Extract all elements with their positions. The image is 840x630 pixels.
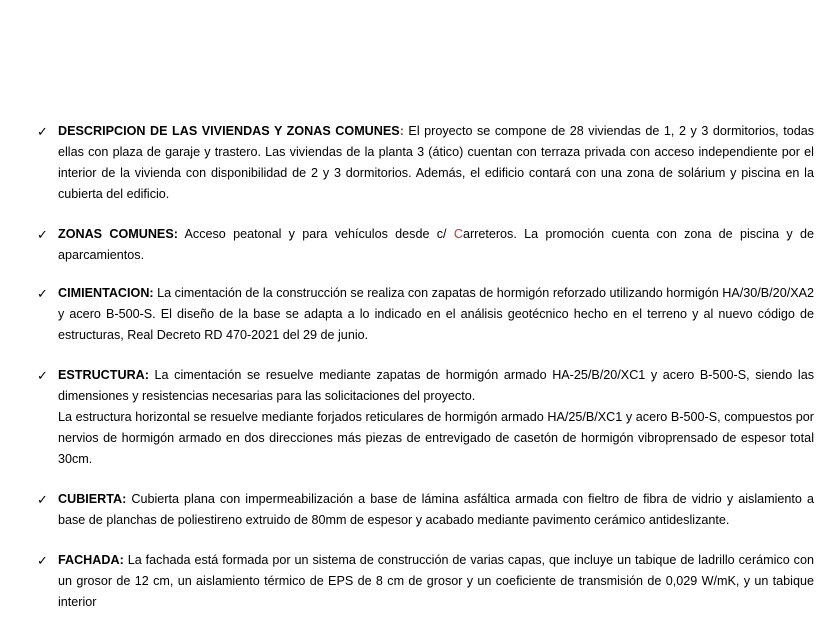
- item-heading: DESCRIPCION DE LAS VIVIENDAS Y ZONAS COMUNES: [58, 124, 400, 138]
- item-heading: ESTRUCTURA:: [58, 368, 149, 382]
- item-body: [58, 365, 814, 470]
- checkmark-icon: ✓: [37, 227, 48, 242]
- heading-colon: :: [399, 124, 404, 138]
- item-text: Acceso peatonal y para vehículos desde c/: [177, 227, 454, 241]
- list-item-fachada: [36, 550, 814, 613]
- item-body: [58, 283, 814, 346]
- item-text-paragraph: La estructura horizontal se resuelve mediante forjados reticulares de hormigón armado HA/25/B/XC1 y acero B-500-S, compuestos por nervios de hormigón armado en dos direcciones más piezas de entrevigado de casetón de hormigón vibroprensado de espesor total 30cm.: [58, 410, 814, 466]
- item-text: La fachada está formada por un sistema de construcción de varias capas, que incluye un tabique de ladrillo cerámico con un grosor de 12 cm, un aislamiento térmico de EPS de 8 cm de grosor y un coeficiente de transmisión de 0,029 W/mK, y un tabique interior: [58, 553, 814, 609]
- item-text-highlight: C: [453, 227, 463, 241]
- item-body: [58, 121, 814, 205]
- checkmark-icon: ✓: [37, 286, 48, 301]
- checkmark-icon: ✓: [37, 124, 48, 139]
- list-item-descripcion: [36, 121, 814, 205]
- item-heading: ZONAS COMUNES:: [58, 227, 178, 241]
- item-heading: FACHADA:: [58, 553, 124, 567]
- item-text: El proyecto se compone de 28 viviendas de 1, 2 y 3 dormitorios, todas ellas con plaza de garaje y trastero. Las viviendas de la planta 3 (ático) cuentan con terraza privada con acceso independiente por el interior de la vivienda con disponibilidad de 2 y 3 dormitorios. Además, el edificio contará con una zona de solárium y piscina en la cubierta del edificio.: [58, 124, 815, 201]
- item-body: [58, 224, 814, 266]
- item-heading: CUBIERTA:: [58, 492, 127, 506]
- item-text: Cubierta plana con impermeabilización a base de lámina asfáltica armada con fieltro de fibra de vidrio y aislamiento a base de planchas de poliestireno extruido de 80mm de espesor y acabado mediante pavimento cerámico antideslizante.: [58, 492, 814, 527]
- features-list: [36, 121, 814, 613]
- item-text: La cimentación se resuelve mediante zapatas de hormigón armado HA-25/B/20/XC1 y acero B-500-S, siendo las dimensiones y resistencias necesarias para las solicitaciones del proyecto.: [58, 368, 814, 403]
- list-item-zonas-comunes: [36, 224, 814, 266]
- checkmark-icon: ✓: [37, 368, 48, 383]
- item-body: [58, 489, 814, 531]
- item-text: La cimentación de la construcción se realiza con zapatas de hormigón reforzado utilizando hormigón HA/30/B/20/XA2 y acero B-500-S. El diseño de la base se adapta a lo indicado en el análisis geotécnico hecho en el terreno y al nuevo código de estructuras, Real Decreto RD 470-2021 del 29 de junio.: [58, 286, 814, 342]
- item-heading: CIMIENTACION:: [58, 286, 154, 300]
- checkmark-icon: ✓: [37, 553, 48, 568]
- item-text: arreteros. La promoción cuenta con zona de piscina y de aparcamientos.: [58, 227, 814, 262]
- list-item-estructura: [36, 365, 814, 470]
- checkmark-icon: ✓: [37, 492, 48, 507]
- list-item-cubierta: [36, 489, 814, 531]
- item-body: [58, 550, 814, 613]
- list-item-cimientacion: [36, 283, 814, 346]
